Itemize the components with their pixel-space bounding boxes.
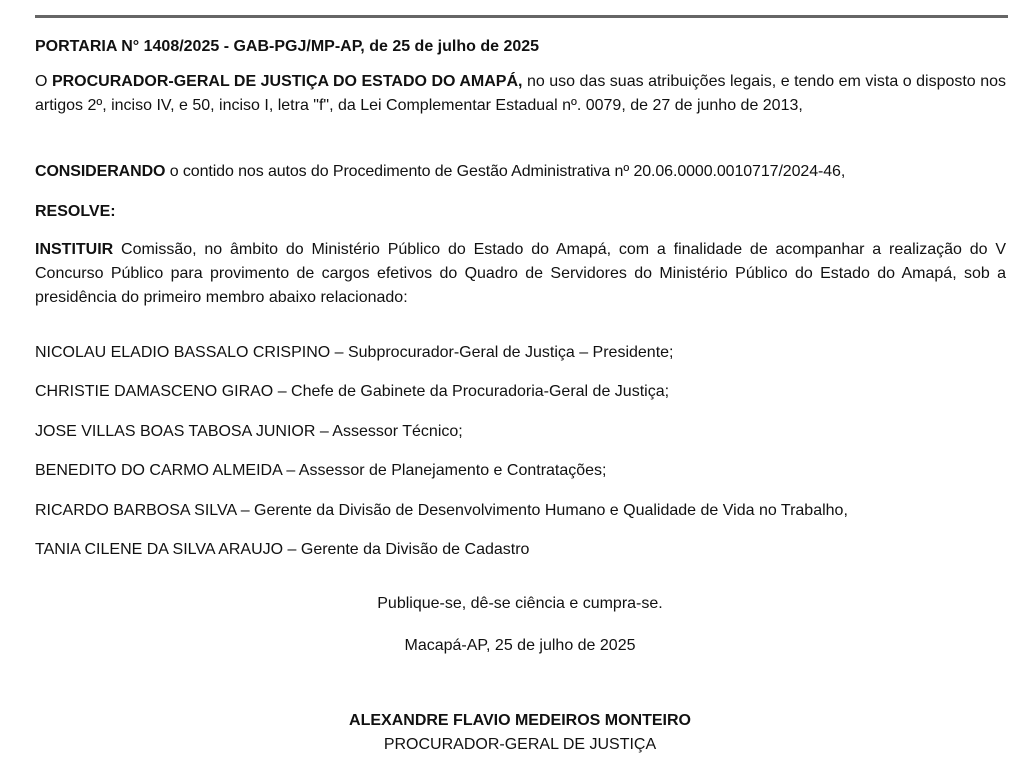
instituir-bold: INSTITUIR: [35, 241, 114, 258]
preamble-text: no uso das suas atribuições legais, e tendo em vista o disposto nos artigos 2º, inciso IV, e 50, inciso I, letra "f", da Lei Complementar Estadual nº. 0079, de 27 de junho de 2013,: [35, 73, 1006, 114]
closing-text: Publique-se, dê-se ciência e cumpra-se.: [377, 595, 663, 612]
preamble-prefix: O: [35, 73, 52, 90]
member-item: TANIA CILENE DA SILVA ARAUJO – Gerente da Divisão de Cadastro: [35, 541, 530, 558]
member-item: RICARDO BARBOSA SILVA – Gerente da Divisão de Desenvolvimento Humano e Qualidade de Vida no Trabalho,: [35, 502, 848, 519]
resolve-text: RESOLVE:: [35, 203, 116, 220]
signer-role: PROCURADOR-GERAL DE JUSTIÇA: [383, 736, 657, 753]
member-item: BENEDITO DO CARMO ALMEIDA – Assessor de Planejamento e Contratações;: [35, 462, 607, 479]
member-item: JOSE VILLAS BOAS TABOSA JUNIOR – Assessor Técnico;: [35, 423, 463, 440]
member-item: CHRISTIE DAMASCENO GIRAO – Chefe de Gabinete da Procuradoria-Geral de Justiça;: [35, 383, 670, 400]
considerando-text: o contido nos autos do Procedimento de Gestão Administrativa nº 20.06.0000.0010717/2024-46,: [165, 163, 846, 180]
resolve-heading: [35, 200, 1006, 224]
preamble-bold: PROCURADOR-GERAL DE JUSTIÇA DO ESTADO DO AMAPÁ,: [51, 73, 523, 90]
document-title: [35, 35, 1006, 59]
member-item: NICOLAU ELADIO BASSALO CRISPINO – Subprocurador-Geral de Justiça – Presidente;: [35, 344, 674, 361]
preamble-paragraph: [35, 70, 1006, 118]
instituir-paragraph: [35, 238, 1006, 310]
title-text: PORTARIA N° 1408/2025 - GAB-PGJ/MP-AP, de 25 de julho de 2025: [35, 38, 540, 55]
signer-name: [0, 709, 1024, 733]
place-date: Macapá-AP, 25 de julho de 2025: [404, 637, 636, 654]
considerando-paragraph: [35, 160, 1006, 184]
top-divider: [35, 15, 1008, 18]
signer-name-text: ALEXANDRE FLAVIO MEDEIROS MONTEIRO: [349, 712, 691, 729]
considerando-bold: CONSIDERANDO: [35, 163, 166, 180]
instituir-text: Comissão, no âmbito do Ministério Público do Estado do Amapá, com a finalidade de acompanhar a realização do V Concurso Público para provimento de cargos efetivos do Quadro de Servidores do Ministério Público do Estado do Amapá, sob a presidência do primeiro membro abaixo relacionado:: [35, 241, 1006, 306]
